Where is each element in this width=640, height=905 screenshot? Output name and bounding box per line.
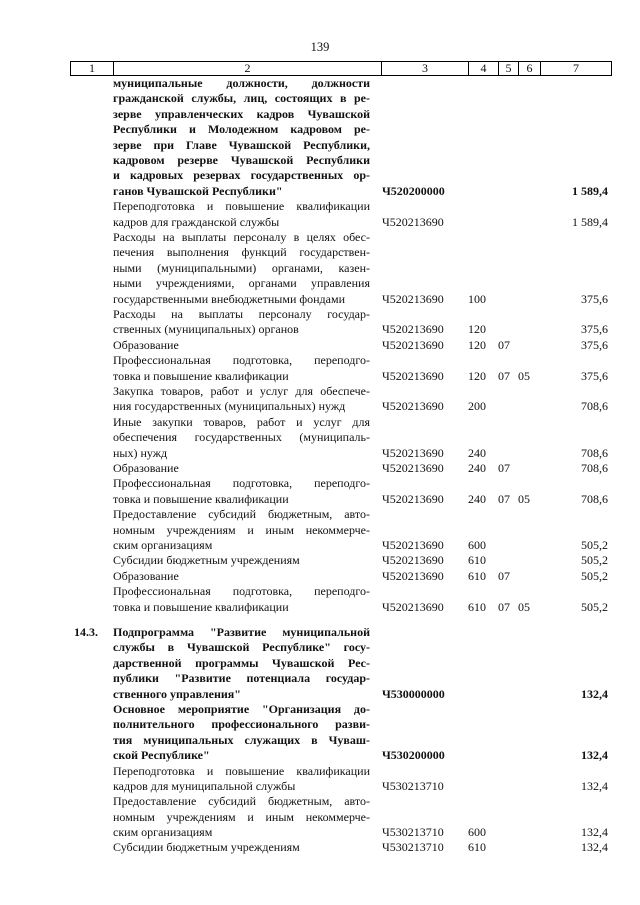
description-line: публики "Развитие потенциала государ-	[113, 671, 370, 686]
description-line: Образование	[113, 337, 179, 352]
amount: 375,6	[581, 322, 608, 337]
table-row	[0, 702, 640, 764]
description-line: товка и повышение квалификации	[113, 599, 289, 614]
description-line: Субсидии бюджетным учреждениям	[113, 840, 300, 855]
table-row	[0, 794, 640, 840]
table-row	[0, 353, 640, 384]
description-line: Республики и Молодежном кадровом ре-	[113, 122, 370, 137]
row-description	[113, 415, 370, 461]
row-description	[113, 794, 370, 840]
description-line: Образование	[113, 568, 179, 583]
description-line: государственными внебюджетными фондами	[113, 291, 346, 306]
row-description	[113, 353, 370, 384]
table-row	[0, 415, 640, 461]
target-article-code: Ч520200000	[382, 183, 445, 198]
description-line: тия муниципальных служащих в Чуваш-	[113, 732, 370, 747]
description-line: Переподготовка и повышение квалификации	[113, 763, 370, 778]
section-code: 07	[498, 368, 510, 383]
target-article-code: Ч520213690	[382, 368, 444, 383]
row-description	[113, 702, 370, 764]
amount: 132,4	[581, 840, 608, 855]
table-row	[0, 476, 640, 507]
expense-type: 600	[468, 825, 486, 840]
description-line: Профессиональная подготовка, переподго-	[113, 476, 370, 491]
row-description	[113, 76, 370, 199]
description-line: службы в Чувашской Республике" госу-	[113, 640, 370, 655]
description-line: обеспечения государственных (муниципаль-	[113, 430, 370, 445]
description-line: зерве при Главе Чувашской Республики,	[113, 137, 370, 152]
row-description	[113, 553, 370, 568]
row-description	[113, 384, 370, 415]
section-code: 07	[498, 337, 510, 352]
subsection-code: 05	[518, 491, 530, 506]
row-description	[113, 199, 370, 230]
table-row	[0, 553, 640, 568]
row-description	[113, 625, 370, 702]
target-article-code: Ч520213690	[382, 337, 444, 352]
table-row	[0, 625, 640, 702]
header-col-4: 4	[469, 62, 499, 75]
row-description	[113, 461, 370, 476]
description-line: номным учреждениям и иным некоммерче-	[113, 522, 370, 537]
row-description	[113, 507, 370, 553]
target-article-code: Ч530200000	[382, 748, 445, 763]
table-row	[0, 569, 640, 584]
page-number: 139	[310, 40, 330, 54]
description-line: ским организациям	[113, 825, 213, 840]
expense-type: 610	[468, 553, 486, 568]
description-line: товка и повышение квалификации	[113, 491, 289, 506]
description-line: гражданской службы, лиц, состоящих в ре-	[113, 91, 370, 106]
amount: 505,2	[581, 553, 608, 568]
amount: 132,4	[581, 748, 608, 763]
description-line: ными учреждениями, органами управления	[113, 276, 370, 291]
expense-type: 240	[468, 445, 486, 460]
table-header	[70, 61, 612, 76]
header-col-3: 3	[382, 62, 469, 75]
description-line: кадров для муниципальной службы	[113, 778, 296, 793]
description-line: Иные закупки товаров, работ и услуг для	[113, 414, 370, 429]
amount: 505,2	[581, 537, 608, 552]
target-article-code: Ч530213710	[382, 825, 444, 840]
amount: 375,6	[581, 368, 608, 383]
row-description	[113, 569, 370, 584]
target-article-code: Ч520213690	[382, 445, 444, 460]
description-line: Предоставление субсидий бюджетным, авто-	[113, 794, 370, 809]
description-line: ственного управления"	[113, 686, 241, 701]
amount: 708,6	[581, 460, 608, 475]
description-line: Расходы на выплаты персоналу в целях обес-	[113, 229, 370, 244]
amount: 1 589,4	[572, 214, 608, 229]
table-row	[0, 584, 640, 615]
row-description	[113, 307, 370, 338]
description-line: Образование	[113, 460, 179, 475]
description-line: муниципальные должности, должности	[113, 76, 370, 90]
row-number: 14.3.	[74, 624, 98, 639]
table-row	[0, 461, 640, 476]
row-description	[113, 338, 370, 353]
header-col-7: 7	[573, 61, 579, 75]
description-line: Подпрограмма "Развитие муниципальной	[113, 624, 370, 639]
header-col-5: 5	[499, 62, 519, 75]
expense-type: 610	[468, 840, 486, 855]
description-line: товка и повышение квалификации	[113, 368, 289, 383]
target-article-code: Ч520213690	[382, 491, 444, 506]
description-line: Профессиональная подготовка, переподго-	[113, 584, 370, 599]
expense-type: 600	[468, 537, 486, 552]
amount: 708,6	[581, 491, 608, 506]
target-article-code: Ч530213710	[382, 840, 444, 855]
description-line: ных) нужд	[113, 445, 168, 460]
section-code: 07	[498, 568, 510, 583]
target-article-code: Ч520213690	[382, 599, 444, 614]
amount: 132,4	[581, 686, 608, 701]
description-line: Основное мероприятие "Организация до-	[113, 701, 370, 716]
expense-type: 240	[468, 491, 486, 506]
table-row	[0, 199, 640, 230]
target-article-code: Ч520213690	[382, 568, 444, 583]
expense-type: 120	[468, 368, 486, 383]
target-article-code: Ч530213710	[382, 778, 444, 793]
expense-type: 610	[468, 599, 486, 614]
description-line: Расходы на выплаты персоналу государ-	[113, 306, 370, 321]
description-line: номным учреждениям и иным некоммерче-	[113, 809, 370, 824]
description-line: дарственной программы Чувашской Рес-	[113, 655, 370, 670]
expense-type: 610	[468, 568, 486, 583]
description-line: ственных (муниципальных) органов	[113, 322, 299, 337]
description-line: кадровом резерве Чувашской Республики	[113, 153, 370, 168]
amount: 375,6	[581, 337, 608, 352]
amount: 375,6	[581, 291, 608, 306]
description-line: Переподготовка и повышение квалификации	[113, 199, 370, 214]
row-description	[113, 230, 370, 307]
table-row	[0, 384, 640, 415]
description-line: печения выполнения функций государствен-	[113, 245, 370, 260]
section-code: 07	[498, 491, 510, 506]
description-line: Субсидии бюджетным учреждениям	[113, 553, 300, 568]
header-col-1: 1	[71, 62, 114, 75]
row-description	[113, 584, 370, 615]
table-row	[0, 230, 640, 307]
description-line: ской Республике"	[113, 748, 210, 763]
row-description	[113, 476, 370, 507]
amount: 708,6	[581, 445, 608, 460]
description-line: Предоставление субсидий бюджетным, авто-	[113, 507, 370, 522]
expense-type: 120	[468, 322, 486, 337]
description-line: ганов Чувашской Республики"	[113, 183, 283, 198]
table-body	[0, 76, 640, 856]
expense-type: 200	[468, 399, 486, 414]
target-article-code: Ч520213690	[382, 537, 444, 552]
description-line: полнительного профессионального разви-	[113, 717, 370, 732]
description-line: кадров для гражданской службы	[113, 214, 280, 229]
expense-type: 120	[468, 337, 486, 352]
target-article-code: Ч520213690	[382, 214, 444, 229]
expense-type: 100	[468, 291, 486, 306]
description-line: зерве управленческих кадров Чувашской	[113, 106, 370, 121]
subsection-code: 05	[518, 599, 530, 614]
amount: 505,2	[581, 568, 608, 583]
table-row	[0, 338, 640, 353]
table-row	[0, 307, 640, 338]
expense-type: 240	[468, 460, 486, 475]
description-line: Закупка товаров, работ и услуг для обеспече-	[113, 383, 370, 398]
section-code: 07	[498, 599, 510, 614]
header-col-6: 6	[519, 62, 541, 75]
target-article-code: Ч520213690	[382, 553, 444, 568]
section-code: 07	[498, 460, 510, 475]
description-line: Профессиональная подготовка, переподго-	[113, 353, 370, 368]
target-article-code: Ч520213690	[382, 460, 444, 475]
amount: 1 589,4	[572, 183, 608, 198]
target-article-code: Ч520213690	[382, 322, 444, 337]
amount: 132,4	[581, 825, 608, 840]
header-col-2: 2	[114, 62, 382, 75]
row-description	[113, 840, 370, 855]
target-article-code: Ч530000000	[382, 686, 445, 701]
description-line: ния государственных (муниципальных) нужд	[113, 399, 346, 414]
amount: 708,6	[581, 399, 608, 414]
table-row	[0, 764, 640, 795]
description-line: ским организациям	[113, 537, 213, 552]
table-row	[0, 76, 640, 199]
amount: 132,4	[581, 778, 608, 793]
target-article-code: Ч520213690	[382, 291, 444, 306]
table-row	[0, 507, 640, 553]
row-description	[113, 764, 370, 795]
subsection-code: 05	[518, 368, 530, 383]
target-article-code: Ч520213690	[382, 399, 444, 414]
table-row	[0, 840, 640, 855]
amount: 505,2	[581, 599, 608, 614]
description-line: ными (муниципальными) органами, казен-	[113, 260, 370, 275]
description-line: и кадровых резервах государственных ор-	[113, 168, 370, 183]
